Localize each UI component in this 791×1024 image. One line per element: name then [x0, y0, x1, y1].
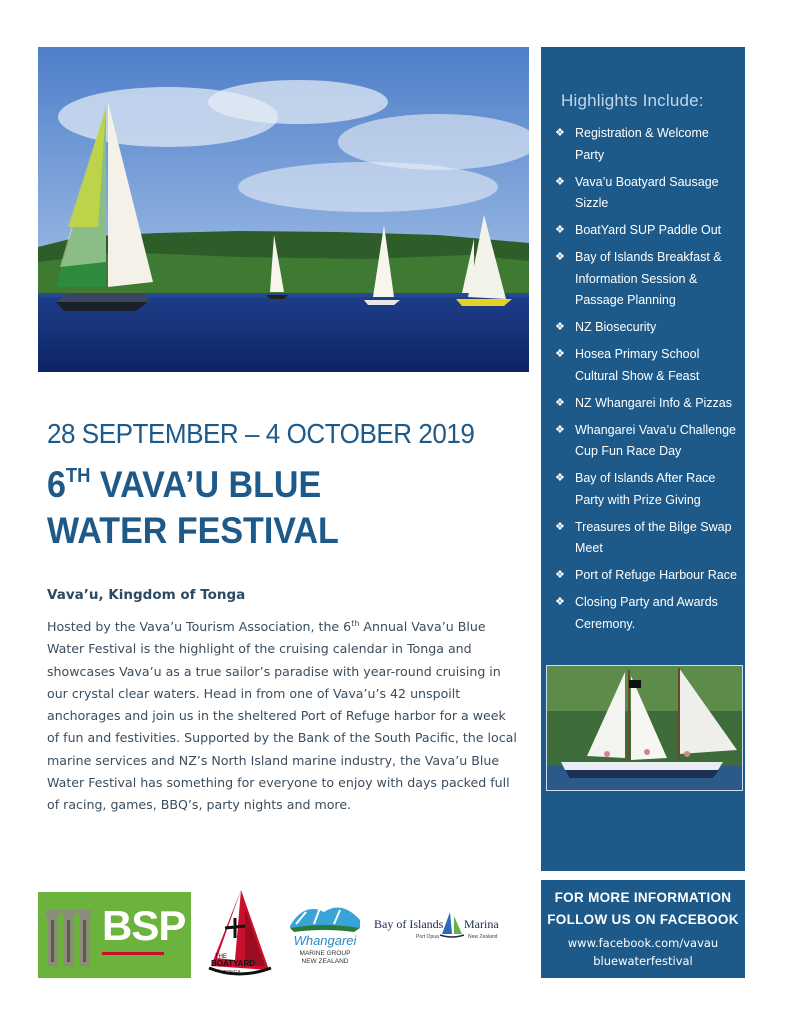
diamond-bullet-icon: ❖ [555, 127, 565, 139]
facebook-url-line1[interactable]: www.facebook.com/vavau [567, 936, 719, 950]
marina-wordmark: Marina [464, 917, 499, 931]
hero-photo [38, 47, 529, 372]
diamond-bullet-icon: ❖ [555, 321, 565, 333]
diamond-bullet-icon: ❖ [555, 569, 565, 581]
bay-wordmark: Bay of Islands [374, 917, 444, 931]
list-item: ❖ Bay of Islands After Race Party with Prize Giving [555, 468, 741, 511]
whangarei-marine-logo [284, 898, 366, 970]
event-title-line2: WATER FESTIVAL [47, 510, 339, 551]
list-item: ❖ Bay of Islands Breakfast & Information Session & Passage Planning [555, 247, 741, 312]
list-item: ❖ Port of Refuge Harbour Race [555, 565, 741, 587]
list-item: ❖ Registration & Welcome Party [555, 123, 741, 166]
list-item: ❖ Vava’u Boatyard Sausage Sizzle [555, 172, 741, 215]
bay-of-islands-marina-logo [374, 908, 504, 944]
list-item: ❖ Closing Party and Awards Ceremony. [555, 592, 741, 635]
whangarei-sub2: NEW ZEALAND [301, 958, 349, 965]
diamond-bullet-icon: ❖ [555, 224, 565, 236]
event-dates: 28 SEPTEMBER – 4 OCTOBER 2019 [47, 418, 475, 449]
whangarei-sub1: MARINE GROUP [299, 950, 351, 957]
list-item: ❖ NZ Whangarei Info & Pizzas [555, 393, 741, 415]
event-description: Hosted by the Vava’u Tourism Association, the 6th Annual Vava’u Blue Water Festival is the highlight of the cruising calendar in Tonga and showcases Vava’u as a true sailor’s paradise with year-round cruising in our crystal clear waters. Head in from one of Vava’u’s 42 unspoilt anchorages and join us in the sheltered Port of Refuge harbor for a week of fun and festivities. Supported by the Bank of the South Pacific, the local marine services and NZ’s North Island marine industry, the Vava’u Blue Water Festival has something for everyone to enjoy with days packed full of racing, games, BBQ’s, party nights and more. [47, 619, 517, 813]
bsp-wordmark: BSP [102, 902, 186, 949]
whangarei-wordmark: Whangarei [293, 933, 357, 948]
event-location: Vava’u, Kingdom of Tonga [47, 587, 246, 603]
highlights-sidebar [541, 47, 745, 871]
bsp-underline [102, 952, 164, 955]
bay-marina-sail-icon [374, 908, 504, 944]
diamond-bullet-icon: ❖ [555, 175, 565, 188]
boatyard-text-tonga: TONGA [223, 970, 241, 976]
diamond-bullet-icon: ❖ [555, 596, 565, 608]
diamond-bullet-icon: ❖ [555, 472, 565, 484]
diamond-bullet-icon: ❖ [555, 396, 565, 409]
diamond-bullet-icon: ❖ [555, 251, 565, 263]
list-item: ❖ Whangarei Vava’u Challenge Cup Fun Race Day [555, 420, 741, 463]
sailboat-photo [546, 665, 743, 791]
facebook-info-box [541, 880, 745, 978]
diamond-bullet-icon: ❖ [555, 423, 565, 436]
port-opua-text: Port Opua [416, 934, 439, 940]
list-item: ❖ Treasures of the Bilge Swap Meet [555, 517, 741, 560]
diamond-bullet-icon: ❖ [555, 348, 565, 360]
sailboats-race-photo [38, 47, 529, 372]
sailboat-crew-photo [547, 666, 742, 790]
facebook-url-line2[interactable]: bluewaterfestival [593, 954, 693, 968]
list-item: ❖ NZ Biosecurity [555, 317, 741, 339]
diamond-bullet-icon: ❖ [555, 520, 565, 533]
highlights-list [555, 123, 741, 641]
bsp-logo [38, 892, 191, 978]
highlights-heading: Highlights Include: [561, 91, 704, 110]
whangarei-wave-icon [284, 898, 366, 970]
boatyard-text-name: BOATYARD [211, 959, 256, 968]
bsp-columns-icon [46, 906, 102, 966]
event-title-line1: 6TH VAVA’U BLUE [47, 464, 322, 505]
list-item: ❖ BoatYard SUP Paddle Out [555, 220, 741, 242]
more-info-text: FOR MORE INFORMATION [554, 890, 732, 905]
boatyard-text-the: THE [215, 954, 227, 960]
list-item: ❖ Hosea Primary School Cultural Show & Feast [555, 344, 741, 387]
new-zealand-text: New Zealand [468, 934, 498, 940]
follow-facebook-text: FOLLOW US ON FACEBOOK [547, 912, 739, 927]
boatyard-logo [205, 888, 273, 980]
boatyard-sail-icon [205, 888, 273, 980]
